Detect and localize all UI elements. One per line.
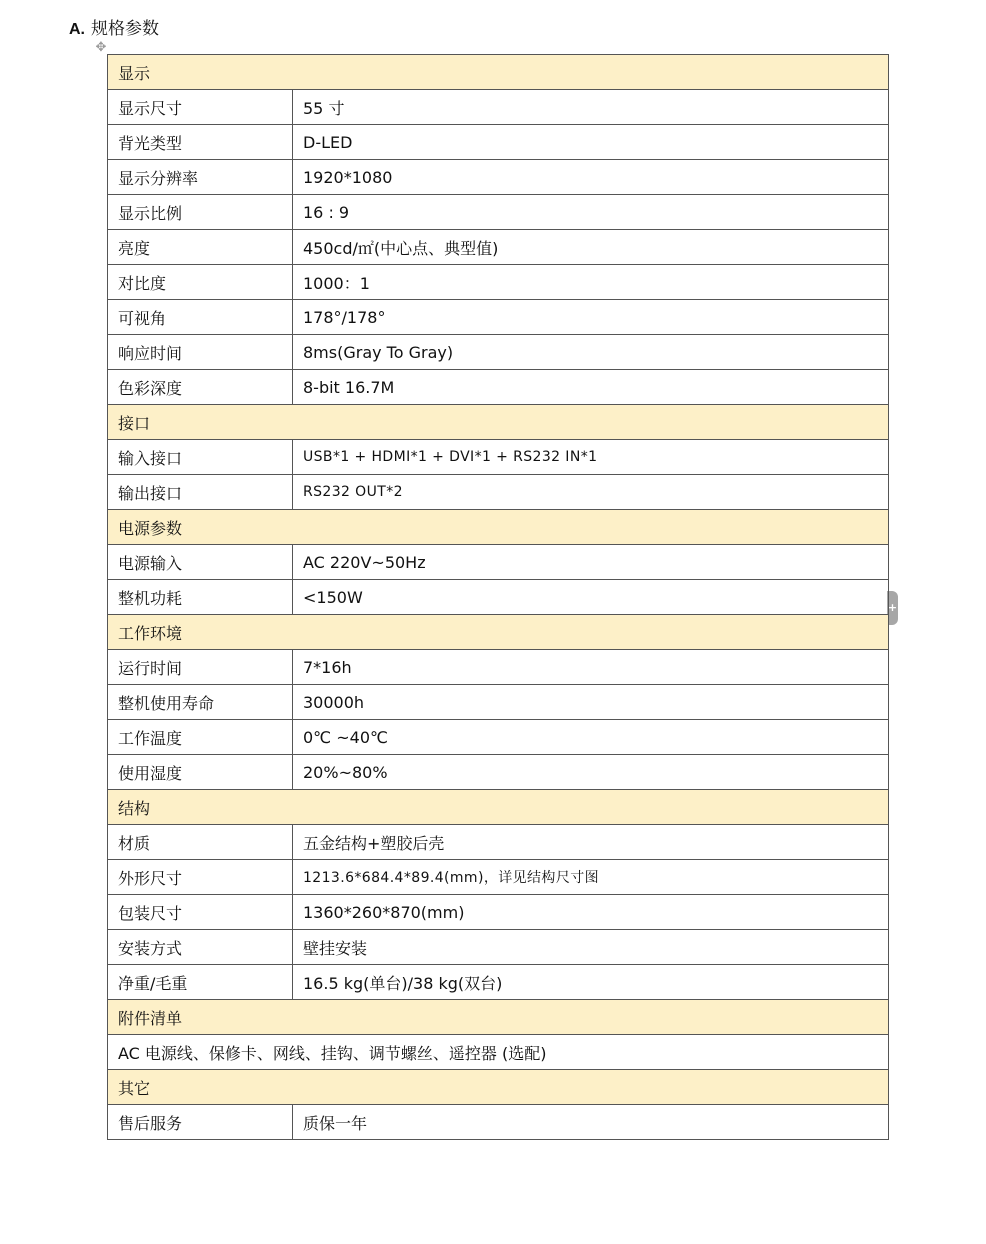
spec-value: 五金结构+塑胶后壳 [293, 825, 889, 860]
spec-value: 55 寸 [293, 90, 889, 125]
section-title: 附件清单 [108, 1000, 889, 1035]
spec-label: 工作温度 [108, 720, 293, 755]
table-row [108, 1105, 889, 1140]
section-row-structure [108, 790, 889, 825]
table-row [108, 265, 889, 300]
spec-value: 质保一年 [293, 1105, 889, 1140]
spec-label: 材质 [108, 825, 293, 860]
spec-label: 亮度 [108, 230, 293, 265]
table-row [108, 230, 889, 265]
table-row [108, 90, 889, 125]
section-row-power [108, 510, 889, 545]
spec-value: 7*16h [293, 650, 889, 685]
table-row [108, 930, 889, 965]
section-title: 结构 [108, 790, 889, 825]
heading-prefix: A. [69, 21, 85, 38]
spec-label: 输出接口 [108, 475, 293, 510]
table-row [108, 860, 889, 895]
spec-label: 整机使用寿命 [108, 685, 293, 720]
spec-label: 可视角 [108, 300, 293, 335]
table-row [108, 650, 889, 685]
spec-value: 178°/178° [293, 300, 889, 335]
section-row-accessories [108, 1000, 889, 1035]
spec-value: 1000：1 [293, 265, 889, 300]
table-row [108, 895, 889, 930]
section-row-environment [108, 615, 889, 650]
section-row-other [108, 1070, 889, 1105]
spec-value: <150W [293, 580, 889, 615]
table-row [108, 475, 889, 510]
move-handle-icon[interactable]: ✥ [95, 40, 107, 55]
table-row [108, 160, 889, 195]
spec-value: 30000h [293, 685, 889, 720]
spec-label: 售后服务 [108, 1105, 293, 1140]
section-title: 其它 [108, 1070, 889, 1105]
table-row [108, 1035, 889, 1070]
spec-value: 1213.6*684.4*89.4(mm)，详见结构尺寸图 [293, 860, 889, 895]
section-title: 显示 [108, 55, 889, 90]
section-title: 电源参数 [108, 510, 889, 545]
spec-value: 壁挂安装 [293, 930, 889, 965]
spec-label: 对比度 [108, 265, 293, 300]
spec-value: 20%~80% [293, 755, 889, 790]
spec-value: 1920*1080 [293, 160, 889, 195]
table-row [108, 370, 889, 405]
spec-label: 显示分辨率 [108, 160, 293, 195]
spec-label: 使用湿度 [108, 755, 293, 790]
table-row [108, 545, 889, 580]
section-row-interface [108, 405, 889, 440]
table-row [108, 335, 889, 370]
table-row [108, 300, 889, 335]
section-title: 接口 [108, 405, 889, 440]
spec-label: 运行时间 [108, 650, 293, 685]
table-row [108, 825, 889, 860]
spec-value: 16 : 9 [293, 195, 889, 230]
table-row [108, 195, 889, 230]
spec-value: 450cd/㎡(中心点、典型值) [293, 230, 889, 265]
table-row [108, 720, 889, 755]
spec-value: 1360*260*870(mm) [293, 895, 889, 930]
table-row [108, 965, 889, 1000]
spec-label: 整机功耗 [108, 580, 293, 615]
section-row-display [108, 55, 889, 90]
spec-value: 0℃ ~40℃ [293, 720, 889, 755]
spec-label: 包装尺寸 [108, 895, 293, 930]
spec-label: 背光类型 [108, 125, 293, 160]
section-title: 工作环境 [108, 615, 889, 650]
spec-label: 电源输入 [108, 545, 293, 580]
accessories-list: AC 电源线、保修卡、网线、挂钩、调节螺丝、遥控器 (选配) [108, 1035, 889, 1070]
spec-label: 安装方式 [108, 930, 293, 965]
table-row [108, 580, 889, 615]
table-row [108, 125, 889, 160]
spec-label: 外形尺寸 [108, 860, 293, 895]
table-row [108, 685, 889, 720]
spec-label: 色彩深度 [108, 370, 293, 405]
table-row [108, 440, 889, 475]
spec-label: 显示尺寸 [108, 90, 293, 125]
spec-value: 16.5 kg(单台)/38 kg(双台) [293, 965, 889, 1000]
spec-table [107, 54, 889, 1140]
spec-label: 显示比例 [108, 195, 293, 230]
table-row [108, 755, 889, 790]
heading-title: 规格参数 [91, 19, 159, 39]
spec-label: 输入接口 [108, 440, 293, 475]
section-heading [69, 17, 159, 41]
spec-value: RS232 OUT*2 [293, 475, 889, 510]
spec-value: 8ms(Gray To Gray) [293, 335, 889, 370]
spec-value: AC 220V~50Hz [293, 545, 889, 580]
spec-label: 净重/毛重 [108, 965, 293, 1000]
expand-tab-icon[interactable]: + [887, 591, 898, 625]
spec-label: 响应时间 [108, 335, 293, 370]
spec-value: 8-bit 16.7M [293, 370, 889, 405]
spec-value: USB*1 + HDMI*1 + DVI*1 + RS232 IN*1 [293, 440, 889, 475]
spec-value: D-LED [293, 125, 889, 160]
